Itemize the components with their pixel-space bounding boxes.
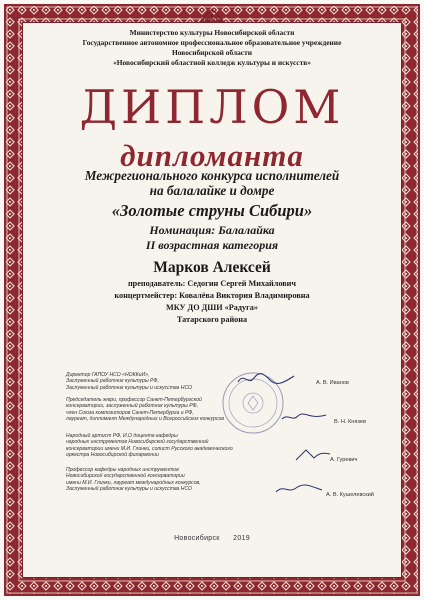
contest-line-2: на балалайке и домре: [149, 183, 275, 198]
accompanist-line: концертмейстер: Ковалёва Виктория Владимировна: [114, 291, 310, 300]
signature-block-director: Директор ГАПОУ НСО «НОККиИ», Заслуженный работник культуры РФ, Заслуженный работник культуры и искусства НСО: [66, 372, 193, 391]
institution-line: Государственное автономное профессиональное образовательное учреждение: [82, 38, 342, 47]
signature-member-2-icon: [274, 480, 324, 498]
laureate-name: Марков Алексей: [153, 259, 271, 276]
region-line: Новосибирской области: [172, 48, 252, 57]
city: Новосибирск: [174, 535, 220, 542]
teacher-line: преподаватель: Седогин Сергей Михайлович: [127, 279, 297, 288]
signature-block-member-1: Народный артист РФ, И.О доцента кафедры народных инструментов Новосибирской государственной консерватории имени М.И. Глинки, солист Русского академического оркестра Новосибирской филармонии: [66, 433, 233, 459]
logo-text: НОККиИ: [200, 18, 224, 24]
district-line: Татарского района: [176, 315, 248, 324]
ministry-line: Министерство культуры Новосибирской области: [129, 28, 295, 37]
college-line: «Новосибирский областной колледж культуры и искусств»: [113, 58, 311, 67]
year: 2019: [233, 535, 250, 542]
signature-block-jury-chair: Председатель жюри, профессор Санкт-Петербургской консерватории, заслуженный работник культуры РФ, член Союза композиторов Санкт-Петербурга и РФ, лауреат, дипломант Международных и Всероссийских конкурсов: [66, 397, 225, 423]
signer-name-member-2: А. В. Кушелевский: [326, 492, 374, 498]
contest-line-1: Межрегионального конкурса исполнителей: [84, 168, 340, 183]
diploma-subtitle: дипломанта: [120, 138, 304, 173]
contest-name: «Золотые струны Сибири»: [111, 201, 313, 220]
diploma-title: ДИПЛОМ: [79, 80, 345, 134]
signer-name-jury-chair: В. Н. Князев: [334, 419, 366, 425]
city-year: [0, 535, 424, 542]
school-line: МКУ ДО ДШИ «Радуга»: [166, 303, 258, 312]
signature-jury-chair-icon: [280, 410, 328, 424]
nomination: Номинация: Балалайка: [149, 223, 275, 237]
age-category: II возрастная категория: [145, 238, 279, 252]
signature-member-1-icon: [292, 446, 332, 464]
signer-name-member-1: А. Гуревич: [330, 457, 358, 463]
signer-name-director: А. В. Иванов: [316, 380, 349, 386]
signature-block-member-2: Профессор кафедры народных инструментов Новосибирской государственной консерватории имени М.И. Глинки, лауреат международных конкурсов, Заслуженный работник культуры и искусства НСО: [66, 467, 201, 493]
